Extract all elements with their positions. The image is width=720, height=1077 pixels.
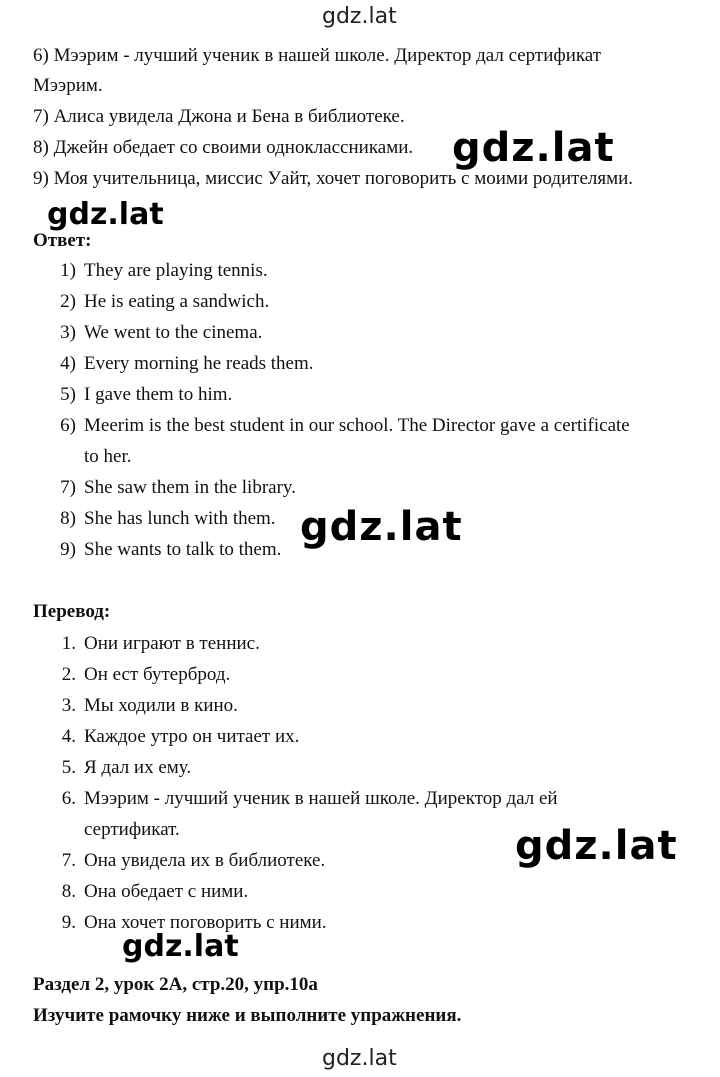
list-item (52, 694, 238, 718)
list-item-number: 9. (61, 912, 76, 933)
list-item (52, 414, 630, 438)
list-item-continuation: to her. (84, 446, 132, 467)
list-item-continuation: сертификат. (84, 819, 180, 840)
list-item-number: 3. (61, 695, 76, 716)
list-item (52, 259, 268, 283)
list-item-text: They are playing tennis. (84, 260, 268, 281)
list-item (52, 880, 248, 904)
list-item-text: Они играют в теннис. (84, 633, 260, 654)
list-item-number: 6) (60, 415, 76, 436)
watermark-bottom: gdz.lat (322, 1046, 397, 1071)
section-title: Раздел 2, урок 2А, стр.20, упр.10a (33, 974, 318, 995)
list-item-number: 6. (61, 788, 76, 809)
list-item-text: He is eating a sandwich. (84, 291, 270, 312)
section-instruction: Изучите рамочку ниже и выполните упражнения. (33, 1005, 462, 1026)
list-item-number: 1. (61, 633, 76, 654)
list-item (52, 663, 230, 687)
watermark-large: gdz.lat (515, 823, 678, 869)
list-item-text: Он ест бутерброд. (84, 664, 231, 685)
list-item (52, 849, 325, 873)
watermark-large: gdz.lat (300, 504, 463, 550)
list-item-text: Она увидела их в библиотеке. (84, 850, 326, 871)
list-item-number: 5) (60, 384, 76, 405)
list-item-text: Мы ходили в кино. (84, 695, 238, 716)
list-item (52, 538, 281, 562)
list-item (52, 352, 314, 376)
list-item (52, 787, 558, 811)
list-item (52, 476, 296, 500)
list-item (52, 290, 269, 314)
list-item-number: 2. (61, 664, 76, 685)
list-item-text: Every morning he reads them. (84, 353, 314, 374)
list-item-number: 2) (60, 291, 76, 312)
list-item-number: 1) (60, 260, 76, 281)
task-line: 6) Мээрим - лучший ученик в нашей школе. Директор дал сертификат (33, 45, 602, 66)
list-item-number: 9) (60, 539, 76, 560)
list-item-text: Она обедает с ними. (84, 881, 249, 902)
list-item-text: Meerim is the best student in our school. The Director gave a certificate (84, 415, 630, 436)
list-item-text: She has lunch with them. (84, 508, 276, 529)
list-item-number: 3) (60, 322, 76, 343)
task-line: 8) Джейн обедает со своими одноклассниками. (33, 137, 414, 158)
list-item-text: Мээрим - лучший ученик в нашей школе. Директор дал ей (84, 788, 558, 809)
translation-heading: Перевод: (33, 601, 111, 622)
list-item-number: 8. (61, 881, 76, 902)
watermark-top: gdz.lat (322, 4, 397, 29)
list-item-number: 5. (61, 757, 76, 778)
watermark-medium: gdz.lat (47, 197, 164, 232)
list-item-text: We went to the cinema. (84, 322, 263, 343)
list-item-number: 8) (60, 508, 76, 529)
list-item-text: I gave them to him. (84, 384, 233, 405)
list-item-text: Она хочет поговорить с ними. (84, 912, 327, 933)
list-item (52, 507, 276, 531)
task-line: 9) Моя учительница, миссис Уайт, хочет поговорить с моими родителями. (33, 168, 634, 189)
task-line: 7) Алиса увидела Джона и Бена в библиотеке. (33, 106, 405, 127)
list-item-number: 7) (60, 477, 76, 498)
list-item (52, 632, 260, 656)
answer-heading: Ответ: (33, 230, 92, 251)
watermark-medium: gdz.lat (122, 929, 239, 964)
list-item (52, 725, 299, 749)
list-item (52, 383, 232, 407)
list-item-number: 4. (61, 726, 76, 747)
watermark-large: gdz.lat (452, 125, 615, 171)
list-item-text: She saw them in the library. (84, 477, 296, 498)
list-item-text: Каждое утро он читает их. (84, 726, 300, 747)
list-item (52, 321, 262, 345)
list-item-number: 7. (61, 850, 76, 871)
task-line: Мээрим. (33, 75, 103, 96)
list-item-text: She wants to talk to them. (84, 539, 282, 560)
list-item-text: Я дал их ему. (84, 757, 192, 778)
list-item (52, 756, 191, 780)
list-item-number: 4) (60, 353, 76, 374)
